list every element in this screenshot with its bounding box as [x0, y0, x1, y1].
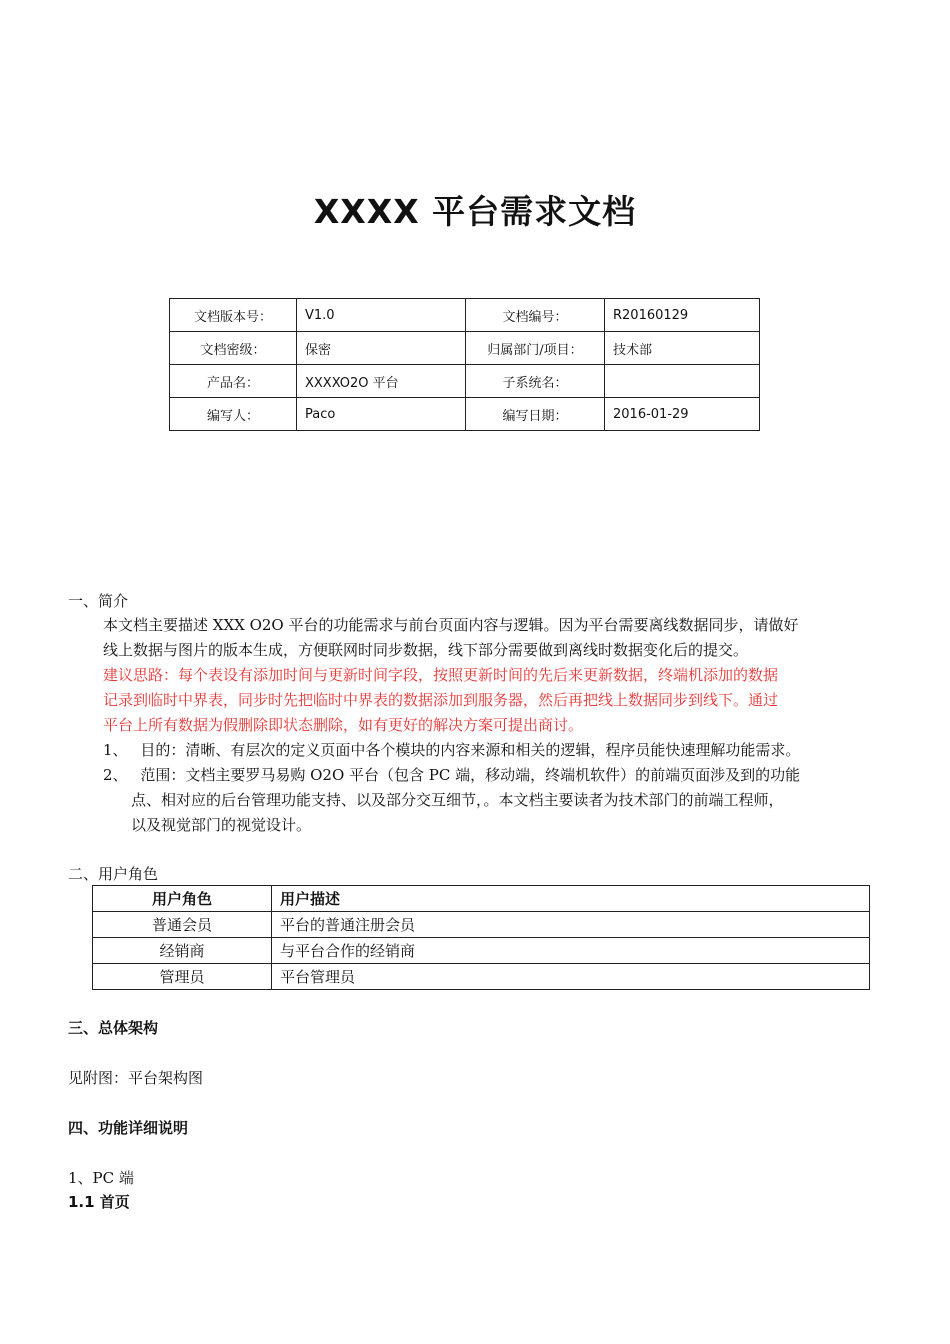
- table-row: [93, 964, 870, 990]
- meta-value: Paco: [297, 398, 466, 431]
- meta-value: V1.0: [297, 299, 466, 332]
- meta-row: [170, 332, 760, 365]
- table-header-row: [93, 886, 870, 912]
- intro-line: 线上数据与图片的版本生成，方便联网时同步数据，线下部分需要做到离线时数据变化后的提交。: [103, 641, 749, 659]
- meta-label: 产品名：: [170, 365, 297, 398]
- meta-row: [170, 398, 760, 431]
- meta-value: 保密: [297, 332, 466, 365]
- list-item-scope: [103, 763, 883, 838]
- role-cell: 普通会员: [93, 912, 272, 938]
- architecture-text: 见附图：平台架构图: [68, 1069, 204, 1087]
- meta-value: XXXXO2O 平台: [297, 365, 466, 398]
- meta-label: 文档版本号：: [170, 299, 297, 332]
- description-cell: 平台的普通注册会员: [272, 912, 870, 938]
- list-number: 2、: [103, 766, 128, 784]
- user-roles-table: [92, 885, 870, 990]
- meta-label: 归属部门/项目：: [466, 332, 605, 365]
- document-meta-table: [169, 298, 760, 431]
- list-text: 目的：清晰、有层次的定义页面中各个模块的内容来源和相关的逻辑，程序员能快速理解功能需求。: [140, 741, 801, 759]
- section-heading-features: 四、功能详细说明: [68, 1119, 189, 1137]
- description-cell: 与平台合作的经销商: [272, 938, 870, 964]
- list-text: 范围：文档主要罗马易购 O2O 平台（包含 PC 端，移动端，终端机软件）的前端页面涉及到的功能: [140, 766, 801, 784]
- suggestion-line: 记录到临时中界表，同步时先把临时中界表的数据添加到服务器，然后再把线上数据同步到线下。通过: [103, 691, 779, 709]
- meta-value: R20160129: [605, 299, 760, 332]
- meta-value: 技术部: [605, 332, 760, 365]
- description-cell: 平台管理员: [272, 964, 870, 990]
- meta-row: [170, 299, 760, 332]
- meta-label: 编写人：: [170, 398, 297, 431]
- role-cell: 管理员: [93, 964, 272, 990]
- list-text: 点、相对应的后台管理功能支持、以及部分交互细节，。本文档主要读者为技术部门的前端工程师，: [131, 791, 784, 809]
- column-header: 用户描述: [272, 886, 870, 912]
- meta-label: 文档编号：: [466, 299, 605, 332]
- subsection-pc: 1、PC 端: [68, 1169, 134, 1187]
- list-item-purpose: [103, 738, 883, 763]
- table-row: [93, 912, 870, 938]
- role-cell: 经销商: [93, 938, 272, 964]
- suggestion-line: 平台上所有数据为假删除即状态删除，如有更好的解决方案可提出商讨。: [103, 716, 584, 734]
- meta-label: 子系统名：: [466, 365, 605, 398]
- document-title: XXXX 平台需求文档: [313, 192, 637, 231]
- intro-line: 本文档主要描述 XXX O2O 平台的功能需求与前台页面内容与逻辑。因为平台需要离线数据同步，请做好: [103, 616, 799, 634]
- suggestion-line: 建议思路：每个表设有添加时间与更新时间字段，按照更新时间的先后来更新数据，终端机添加的数据: [103, 666, 779, 684]
- intro-paragraph: [103, 613, 883, 738]
- meta-row: [170, 365, 760, 398]
- list-text: 以及视觉部门的视觉设计。: [131, 816, 312, 834]
- meta-value: [605, 365, 760, 398]
- meta-label: 文档密级：: [170, 332, 297, 365]
- list-number: 1、: [103, 741, 128, 759]
- subsection-home: 1.1 首页: [68, 1193, 130, 1211]
- section-heading-intro: 一、简介: [68, 592, 129, 610]
- section-heading-architecture: 三、总体架构: [68, 1019, 159, 1037]
- meta-label: 编写日期：: [466, 398, 605, 431]
- section-heading-roles: 二、用户角色: [68, 865, 159, 883]
- meta-value: 2016-01-29: [605, 398, 760, 431]
- table-row: [93, 938, 870, 964]
- column-header: 用户角色: [93, 886, 272, 912]
